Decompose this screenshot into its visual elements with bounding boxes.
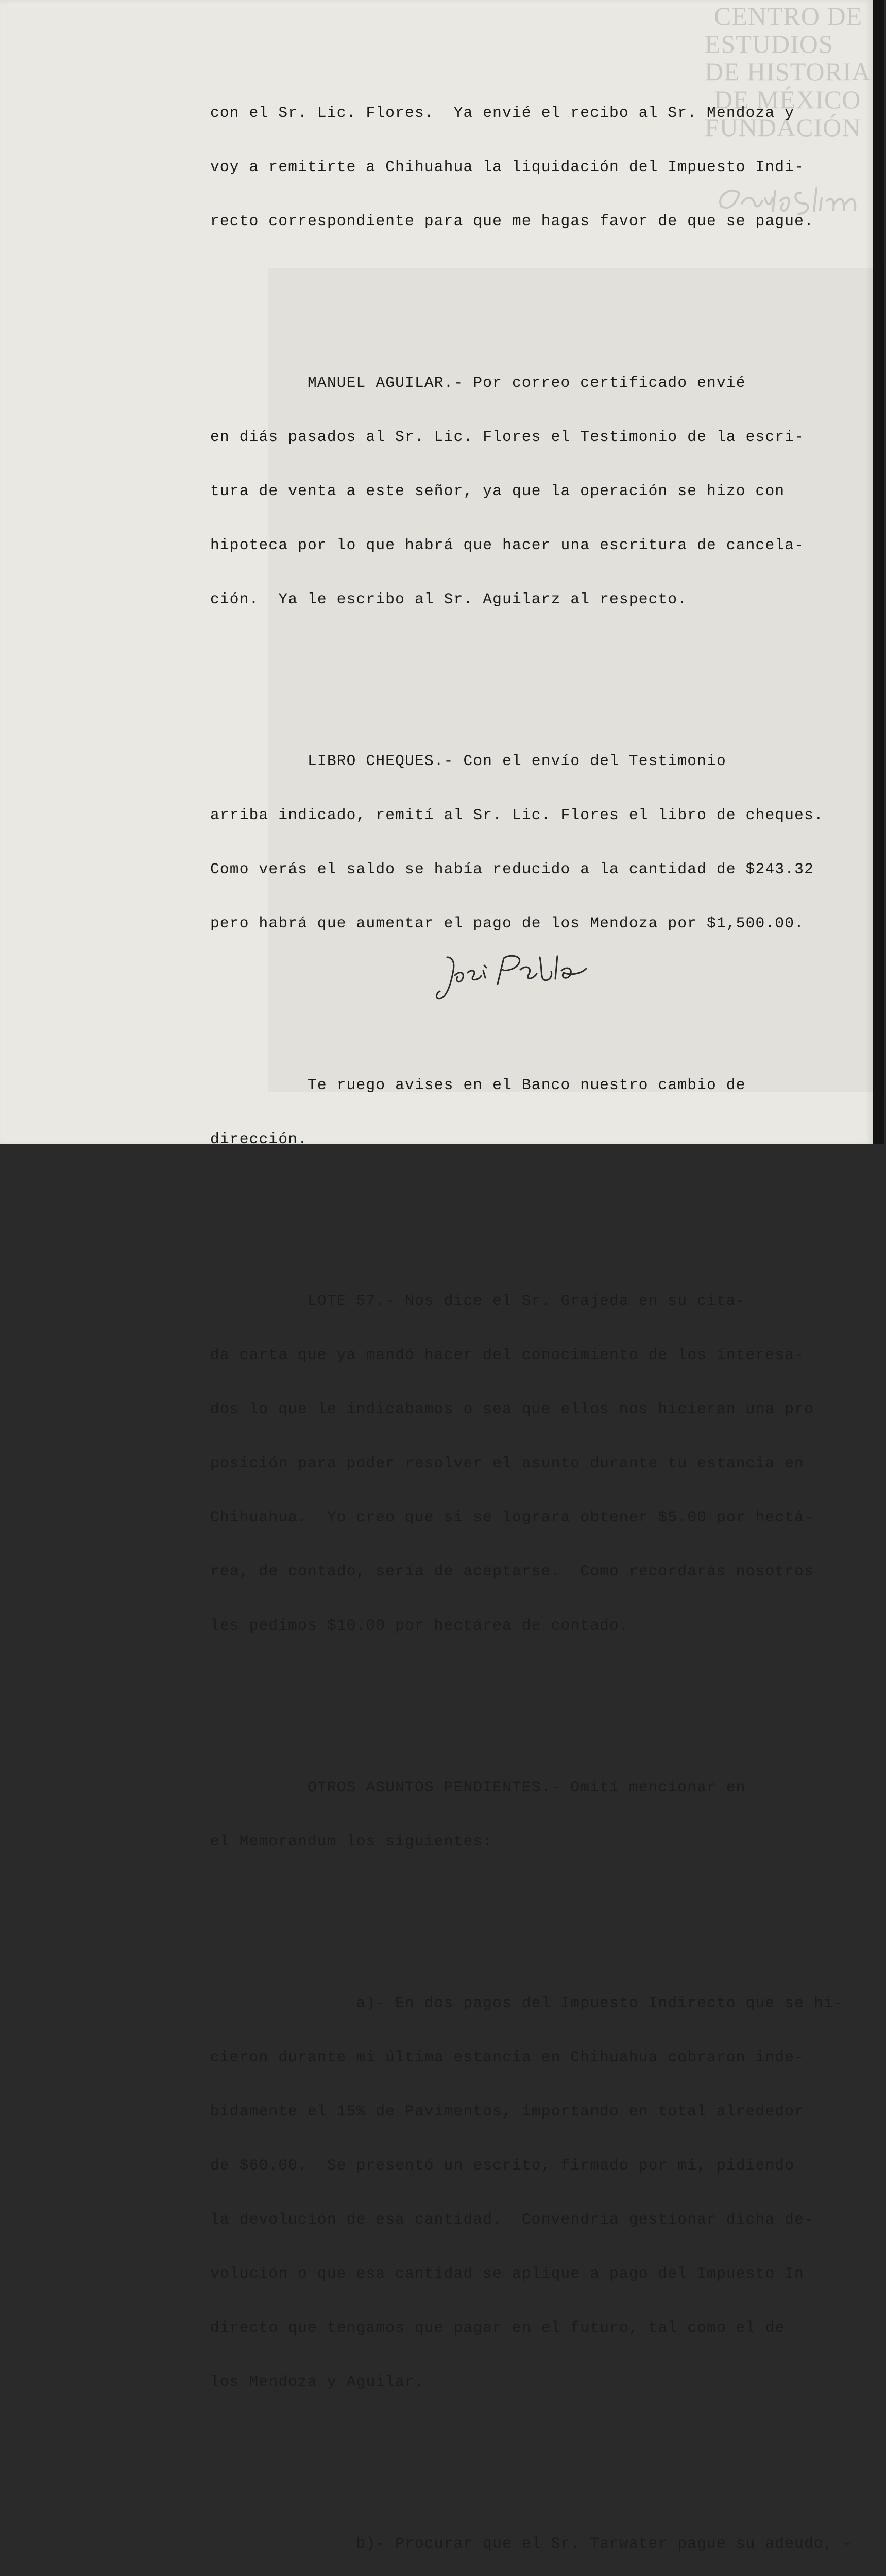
- text-line: volución o que esa cantidad se aplique a pago del Impuesto In: [210, 2265, 805, 2282]
- text-line: recto correspondiente para que me hagas favor de que se pague.: [210, 212, 814, 230]
- text-line: b)- Procurar que el Sr. Tarwater pague su adeudo, -: [210, 2535, 853, 2552]
- watermark-line: FUNDACIÓN: [705, 113, 861, 142]
- watermark-line: ESTUDIOS: [705, 29, 833, 58]
- paragraph-libro-cheques: [210, 716, 870, 969]
- text-line: con el Sr. Lic. Flores. Ya envié el recibo al Sr. Mendoza y: [210, 104, 795, 122]
- watermark-line: DE MÉXICO: [714, 85, 861, 114]
- text-line: cieron durante mi última estancia en Chihuahua cobraron inde-: [210, 2048, 805, 2066]
- text-line: pero habrá que aumentar el pago de los Mendoza por $1,500.00.: [210, 914, 805, 932]
- paragraph-otros-asuntos: [210, 1742, 870, 1887]
- paragraph-item-b: [210, 2499, 870, 2576]
- text-line: les pedimos $10.00 por hectárea de contado.: [210, 1617, 629, 1634]
- text-line: arriba indicado, remití al Sr. Lic. Flores el libro de cheques.: [210, 806, 824, 824]
- text-line: voy a remitirte a Chihuahua la liquidación del Impuesto Indi-: [210, 158, 805, 176]
- scan-edge: [873, 0, 884, 1144]
- text-line: MANUEL AGUILAR.- Por correo certificado envié: [210, 374, 746, 392]
- text-line: a)- En dos pagos del Impuesto Indirecto que se hi-: [210, 1994, 843, 2012]
- text-line: tura de venta a este señor, ya que la operación se hizo con: [210, 482, 785, 500]
- paragraph-manuel-aguilar: [210, 338, 870, 645]
- paragraph-item-a: [210, 1958, 870, 2427]
- watermark-line: CENTRO DE: [714, 2, 863, 30]
- text-line: los Mendoza y Aguilar.: [210, 2373, 424, 2391]
- paragraph-recibo: [210, 68, 870, 266]
- text-line: posición para poder resolver el asunto durante tu estancia en: [210, 1454, 805, 1472]
- text-line: rea, de contado, sería de aceptarse. Como recordarás nosotros: [210, 1563, 814, 1580]
- text-line: ción. Ya le escribo al Sr. Aguilarz al respecto.: [210, 590, 688, 608]
- text-line: bidamente el 15% de Pavimentos, importando en total alrededor: [210, 2103, 805, 2120]
- paragraph-banco: [210, 1040, 870, 1184]
- text-line: hipoteca por lo que habrá que hacer una escritura de cancela-: [210, 536, 805, 554]
- text-line: LIBRO CHEQUES.- Con el envío del Testimonio: [210, 752, 726, 770]
- text-line: LOTE 57.- Nos dice el Sr. Grajeda en su cita-: [210, 1292, 746, 1310]
- letter-body: [210, 32, 870, 2576]
- text-line: directo que tengamos que pagar en el futuro, tal como el de: [210, 2319, 785, 2336]
- paragraph-lote-57: [210, 1256, 870, 1671]
- text-line: da carta que ya mandó hacer del conocimiento de los interesa-: [210, 1346, 805, 1364]
- handwritten-signature: [432, 947, 607, 1004]
- watermark-line: DE HISTORIA: [705, 57, 871, 86]
- text-line: de $60.00. Se presentó un escrito, firmado por mi, pidiendo: [210, 2157, 795, 2174]
- text-line: la devolución de esa cantidad. Convendría gestionar dicha de-: [210, 2211, 814, 2228]
- text-line: Chihuahua. Yo creo que si se lograra obtener $5.00 por hectá-: [210, 1509, 814, 1526]
- text-line: Te ruego avises en el Banco nuestro cambio de: [210, 1076, 746, 1094]
- text-line: el Memorandum los siguientes:: [210, 1833, 493, 1850]
- text-line: dos lo que le indicabamos o sea que ellos nos hicieran una pro: [210, 1400, 814, 1418]
- text-line: dirección.: [210, 1130, 308, 1148]
- text-line: OTROS ASUNTOS PENDIENTES.- Omití mencionar en: [210, 1778, 746, 1796]
- text-line: en diás pasados al Sr. Lic. Flores el Testimonio de la escri-: [210, 428, 805, 446]
- text-line: Como verás el saldo se había reducido a la cantidad de $243.32: [210, 860, 814, 878]
